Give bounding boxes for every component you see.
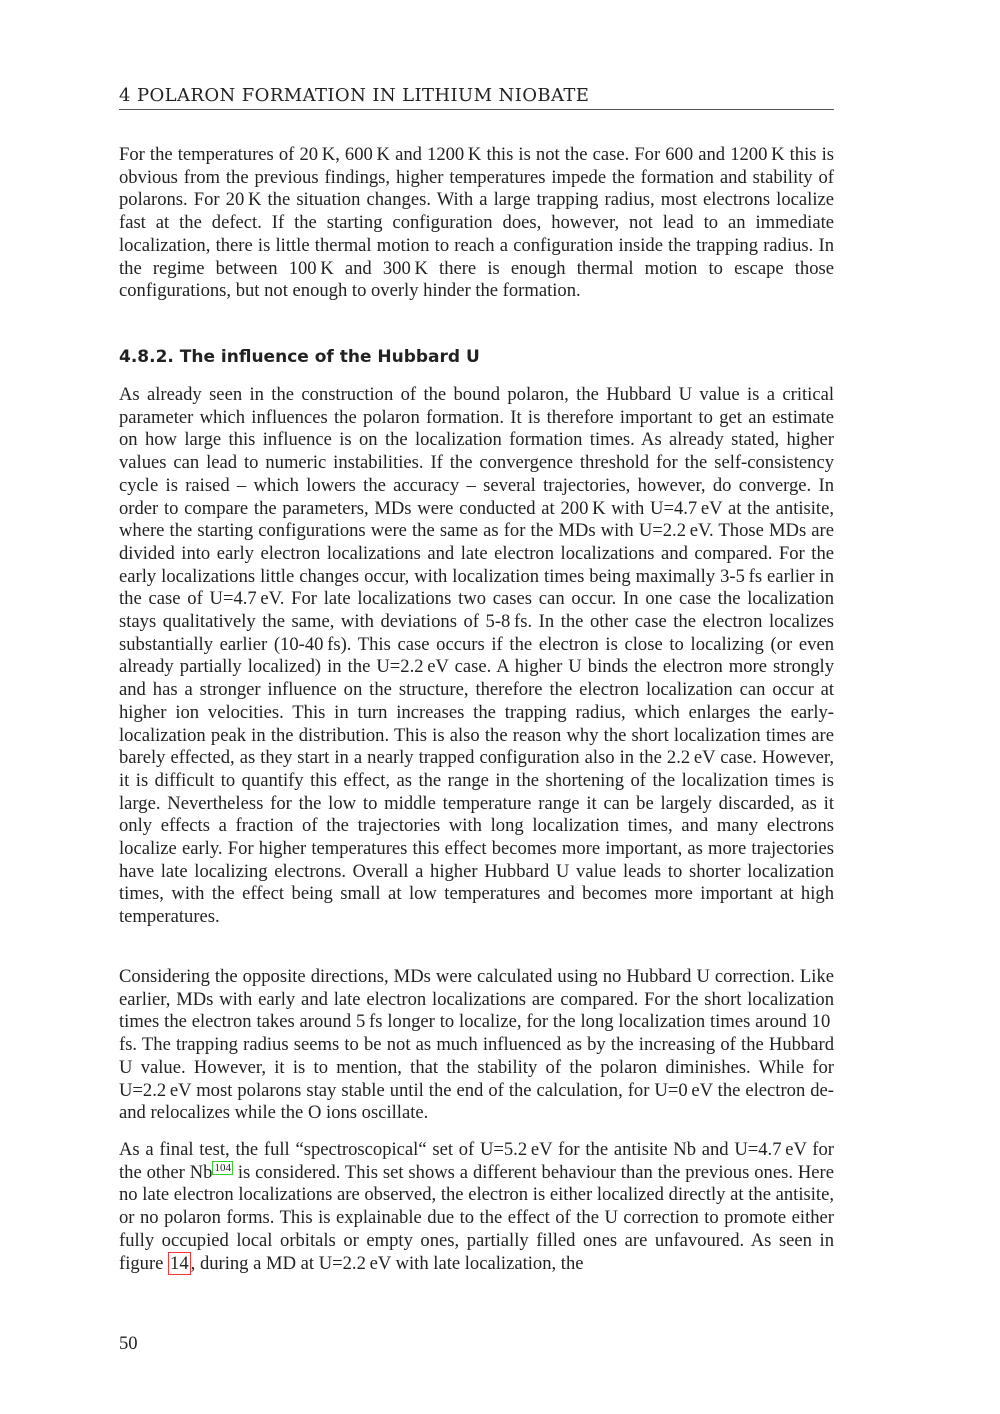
paragraph-text: , during a MD at U=2.2 eV with late localization, the bbox=[190, 1252, 584, 1274]
paragraph bbox=[119, 1139, 834, 1275]
paragraph-text: is considered. This set shows a different behaviour than the previous ones. Here no late electron localizations are observed, the electron is either localized directly at the antisite, or no polaron forms. This is explainable due to the effect of the U correction to promote either fully occupied local orbitals or empty ones, partially filled ones are unfavoured. As seen in figure bbox=[119, 1161, 834, 1274]
figure-reference-link[interactable]: 14 bbox=[170, 1252, 189, 1274]
citation-link[interactable]: 104 bbox=[214, 1161, 231, 1174]
paragraph: As already seen in the construction of the bound polaron, the Hubbard U value is a critical parameter which influences the polaron formation. It is therefore important to get an estimate on how large this influence is on the localization formation times. As already stated, higher values can lead to numeric instabilities. If the convergence threshold for the self-consistency cycle is raised – which lowers the accuracy – several trajectories, however, do converge. In order to compare the parameters, MDs were conducted at 200 K with U=4.7 eV at the antisite, where the starting configurations were the same as for the MDs with U=2.2 eV. Those MDs are divided into early electron localizations and late electron localizations and compared. For the early localizations little changes occur, with localization times being maximally 3-5 fs earlier in the case of U=4.7 eV. For late localizations two cases can occur. In one case the localization stays qualitatively the same, with deviations of 5-8 fs. In the other case the electron localizes substantially earlier (10-40 fs). This case occurs if the electron is close to localizing (or even already partially localized) in the U=2.2 eV case. A higher U binds the electron more strongly and has a stronger influence on the structure, therefore the electron localization can occur at higher ion velocities. This in turn increases the trapping radius, which enlarges the early-localization peak in the distribution. This is also the reason why the short localization times are barely effected, as they start in a nearly trapped configuration also in the 2.2 eV case. However, it is difficult to quantify this effect, as the range in the shortening of the localization times is large. Nevertheless for the low to middle temperature range it can be largely discarded, as it only effects a fraction of the trajectories with long localization times, and many electrons localize early. For higher temperatures this effect becomes more important, as more trajectories have late localizing electrons. Overall a higher Hubbard U value leads to shorter localization times, with the effect being small at low temperatures and becomes more important at high temperatures. bbox=[119, 384, 834, 928]
page-number: 50 bbox=[119, 1333, 138, 1354]
paragraph: Considering the opposite directions, MDs were calculated using no Hubbard U correction. Like earlier, MDs with early and late electron localizations are compared. For the short localization times the electron takes around 5 fs longer to localize, for the long localization times around 10 fs. The trapping radius seems to be not as much influenced as by the increasing of the Hubbard U value. However, it is to mention, that the stability of the polaron diminishes. While for U=2.2 eV most polarons stay stable until the end of the calculation, for U=0 eV the electron de- and relocalizes while the O ions oscillate. bbox=[119, 966, 834, 1124]
section-heading: 4.8.2. The influence of the Hubbard U bbox=[119, 347, 480, 367]
paragraph: For the temperatures of 20 K, 600 K and 1200 K this is not the case. For 600 and 1200 K this is obvious from the previous findings, higher temperatures impede the formation and stability of polarons. For 20 K the situation changes. With a large trapping radius, most electrons localize fast at the defect. If the starting configuration does, however, not lead to an immediate localization, there is little thermal motion to reach a configuration inside the trapping radius. In the regime between 100 K and 300 K there is enough thermal motion to escape those configurations, but not enough to overly hinder the formation. bbox=[119, 144, 834, 302]
paragraph-text: As a final test, the full “spectroscopical“ set of U=5.2 eV for the antisite Nb and U=4.7 eV for the other Nb bbox=[119, 1139, 834, 1183]
running-head: 4 POLARON FORMATION IN LITHIUM NIOBATE bbox=[119, 85, 834, 110]
